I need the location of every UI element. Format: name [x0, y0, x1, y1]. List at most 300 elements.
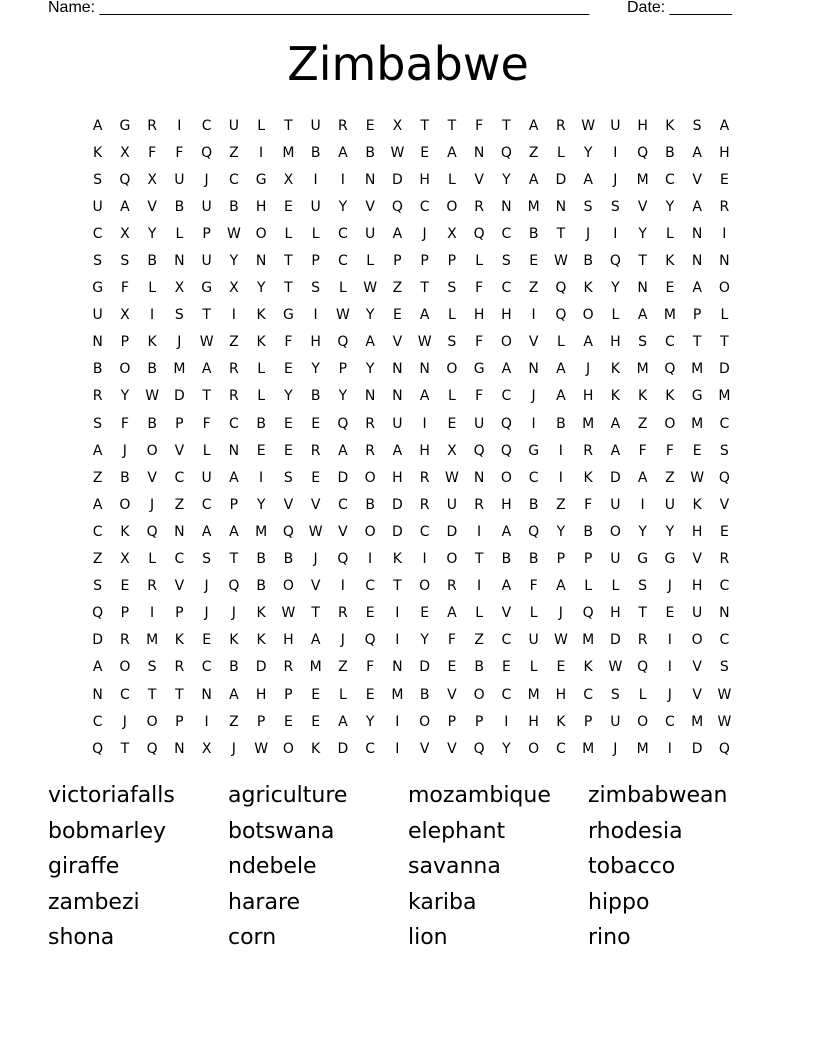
grid-letter[interactable]: U — [365, 225, 376, 242]
grid-letter[interactable]: V — [174, 578, 185, 595]
grid-letter[interactable]: R — [174, 659, 185, 676]
grid-letter[interactable]: T — [202, 388, 211, 405]
grid-letter[interactable]: C — [365, 740, 376, 757]
grid-letter[interactable]: W — [608, 659, 623, 676]
grid-letter[interactable]: N — [419, 361, 430, 378]
grid-letter[interactable]: K — [256, 632, 266, 649]
grid-letter[interactable]: R — [365, 415, 375, 432]
grid-letter[interactable]: L — [611, 307, 620, 324]
grid-letter[interactable]: N — [228, 442, 240, 459]
grid-letter[interactable]: H — [392, 469, 403, 486]
grid-letter[interactable]: F — [529, 578, 538, 595]
grid-letter[interactable]: V — [392, 334, 403, 351]
grid-letter[interactable]: I — [613, 225, 618, 242]
grid-letter[interactable]: D — [92, 632, 104, 649]
grid-letter[interactable]: K — [583, 659, 593, 676]
grid-letter[interactable]: E — [283, 198, 293, 215]
grid-letter[interactable]: J — [231, 740, 236, 757]
grid-letter[interactable]: O — [637, 713, 649, 730]
grid-letter[interactable]: B — [310, 144, 321, 161]
grid-letter[interactable]: R — [719, 551, 730, 568]
grid-letter[interactable]: E — [283, 361, 293, 378]
grid-letter[interactable]: Q — [201, 144, 213, 161]
grid-letter[interactable]: D — [609, 469, 621, 486]
grid-letter[interactable]: N — [392, 388, 403, 405]
grid-letter[interactable]: E — [392, 307, 402, 324]
grid-letter[interactable]: B — [556, 415, 566, 432]
grid-letter[interactable]: H — [691, 523, 703, 540]
grid-letter[interactable]: S — [610, 686, 620, 703]
grid-letter[interactable]: T — [175, 686, 184, 703]
grid-letter[interactable]: A — [447, 605, 457, 622]
grid-letter[interactable]: K — [638, 388, 648, 405]
grid-letter[interactable]: A — [229, 469, 239, 486]
grid-letter[interactable]: X — [447, 442, 457, 459]
grid-letter[interactable]: W — [690, 469, 705, 486]
grid-letter[interactable]: K — [229, 632, 239, 649]
grid-letter[interactable]: H — [719, 144, 730, 161]
grid-letter[interactable]: T — [692, 334, 702, 351]
grid-letter[interactable]: H — [610, 334, 621, 351]
grid-letter[interactable]: A — [556, 578, 566, 595]
grid-letter[interactable]: C — [664, 713, 675, 730]
grid-letter[interactable]: E — [719, 171, 729, 188]
grid-letter[interactable]: C — [419, 198, 430, 215]
grid-letter[interactable]: L — [447, 388, 456, 405]
grid-letter[interactable]: I — [667, 659, 672, 676]
grid-letter[interactable]: S — [120, 253, 130, 270]
grid-letter[interactable]: B — [665, 144, 675, 161]
grid-letter[interactable]: D — [173, 388, 185, 405]
grid-letter[interactable]: J — [558, 605, 563, 622]
grid-letter[interactable]: A — [556, 361, 566, 378]
grid-letter[interactable]: V — [310, 578, 321, 595]
grid-letter[interactable]: J — [613, 171, 618, 188]
grid-letter[interactable]: K — [93, 144, 103, 161]
grid-letter[interactable]: E — [365, 117, 375, 134]
grid-letter[interactable]: I — [722, 225, 727, 242]
grid-letter[interactable]: J — [340, 632, 345, 649]
grid-letter[interactable]: K — [665, 117, 675, 134]
grid-letter[interactable]: L — [475, 253, 484, 270]
grid-letter[interactable]: C — [365, 578, 376, 595]
grid-letter[interactable]: N — [637, 280, 648, 297]
grid-letter[interactable]: Z — [637, 415, 648, 432]
grid-letter[interactable]: A — [338, 442, 348, 459]
grid-letter[interactable]: S — [447, 280, 457, 297]
grid-letter[interactable]: B — [229, 198, 239, 215]
grid-letter[interactable]: S — [93, 415, 103, 432]
grid-letter[interactable]: Y — [256, 280, 266, 297]
grid-letter[interactable]: L — [338, 686, 347, 703]
grid-letter[interactable]: Q — [92, 605, 104, 622]
grid-letter[interactable]: M — [582, 740, 595, 757]
grid-letter[interactable]: Q — [718, 469, 730, 486]
grid-letter[interactable]: D — [337, 740, 349, 757]
grid-letter[interactable]: O — [119, 496, 131, 513]
grid-letter[interactable]: V — [174, 442, 185, 459]
grid-letter[interactable]: U — [446, 496, 457, 513]
grid-letter[interactable]: B — [419, 686, 430, 703]
grid-letter[interactable]: P — [447, 253, 457, 270]
grid-letter[interactable]: U — [310, 198, 321, 215]
grid-letter[interactable]: C — [228, 171, 239, 188]
grid-letter[interactable]: L — [284, 225, 293, 242]
grid-letter[interactable]: M — [309, 659, 322, 676]
grid-letter[interactable]: T — [638, 605, 647, 622]
grid-letter[interactable]: R — [447, 578, 457, 595]
grid-letter[interactable]: T — [502, 117, 511, 134]
grid-letter[interactable]: D — [391, 523, 403, 540]
grid-letter[interactable]: Q — [364, 632, 376, 649]
grid-letter[interactable]: I — [368, 551, 373, 568]
grid-letter[interactable]: Y — [665, 523, 675, 540]
grid-letter[interactable]: V — [283, 496, 294, 513]
grid-letter[interactable]: M — [691, 415, 704, 432]
grid-letter[interactable]: S — [311, 280, 321, 297]
grid-letter[interactable]: R — [147, 578, 157, 595]
grid-letter[interactable]: S — [93, 578, 103, 595]
grid-letter[interactable]: T — [393, 578, 402, 595]
grid-letter[interactable]: W — [145, 388, 160, 405]
grid-letter[interactable]: P — [175, 415, 184, 432]
grid-letter[interactable]: Y — [338, 388, 348, 405]
grid-letter[interactable]: Y — [365, 307, 375, 324]
grid-letter[interactable]: I — [395, 713, 400, 730]
grid-letter[interactable]: S — [610, 198, 620, 215]
grid-letter[interactable]: V — [528, 334, 539, 351]
grid-letter[interactable]: W — [281, 605, 296, 622]
grid-letter[interactable]: Q — [637, 144, 649, 161]
grid-letter[interactable]: C — [201, 117, 212, 134]
grid-letter[interactable]: B — [174, 198, 185, 215]
grid-letter[interactable]: V — [637, 198, 648, 215]
grid-letter[interactable]: T — [284, 253, 293, 270]
grid-letter[interactable]: V — [338, 523, 348, 540]
grid-letter[interactable]: J — [231, 605, 236, 622]
grid-letter[interactable]: O — [119, 659, 131, 676]
grid-letter[interactable]: C — [228, 415, 239, 432]
grid-letter[interactable]: I — [422, 551, 427, 568]
grid-letter[interactable]: N — [364, 171, 376, 188]
grid-letter[interactable]: T — [229, 551, 239, 568]
grid-letter[interactable]: W — [444, 469, 459, 486]
grid-letter[interactable]: B — [120, 469, 130, 486]
grid-letter[interactable]: I — [613, 144, 618, 161]
grid-letter[interactable]: S — [174, 307, 184, 324]
grid-letter[interactable]: I — [259, 144, 264, 161]
grid-letter[interactable]: C — [583, 686, 594, 703]
grid-letter[interactable]: C — [92, 523, 103, 540]
grid-letter[interactable]: V — [692, 171, 702, 188]
grid-letter[interactable]: Q — [473, 225, 485, 242]
grid-letter[interactable]: A — [692, 198, 702, 215]
grid-letter[interactable]: F — [584, 496, 593, 513]
grid-letter[interactable]: O — [446, 551, 458, 568]
grid-letter[interactable]: V — [447, 686, 457, 703]
grid-letter[interactable]: I — [477, 523, 482, 540]
grid-letter[interactable]: D — [609, 632, 621, 649]
grid-letter[interactable]: J — [313, 551, 318, 568]
grid-letter[interactable]: Y — [365, 713, 375, 730]
grid-letter[interactable]: M — [636, 361, 649, 378]
grid-letter[interactable]: B — [501, 551, 512, 568]
grid-letter[interactable]: J — [150, 496, 155, 513]
grid-letter[interactable]: X — [120, 144, 130, 161]
grid-letter[interactable]: Y — [256, 496, 266, 513]
grid-letter[interactable]: F — [175, 144, 184, 161]
grid-letter[interactable]: C — [555, 740, 566, 757]
grid-letter[interactable]: X — [392, 117, 403, 134]
grid-letter[interactable]: R — [229, 361, 239, 378]
grid-letter[interactable]: I — [558, 469, 563, 486]
grid-letter[interactable]: I — [504, 713, 509, 730]
grid-letter[interactable]: O — [473, 686, 485, 703]
grid-letter[interactable]: L — [338, 280, 347, 297]
grid-letter[interactable]: S — [638, 578, 648, 595]
grid-letter[interactable]: G — [528, 442, 540, 459]
grid-letter[interactable]: Q — [500, 442, 512, 459]
grid-letter[interactable]: M — [636, 171, 649, 188]
grid-letter[interactable]: O — [446, 198, 458, 215]
grid-letter[interactable]: T — [447, 117, 457, 134]
grid-letter[interactable]: K — [392, 551, 402, 568]
grid-letter[interactable]: P — [420, 253, 429, 270]
grid-letter[interactable]: A — [92, 659, 103, 676]
grid-letter[interactable]: G — [473, 361, 485, 378]
grid-letter[interactable]: J — [204, 578, 209, 595]
grid-letter[interactable]: O — [255, 225, 267, 242]
grid-letter[interactable]: A — [120, 198, 130, 215]
grid-letter[interactable]: A — [556, 388, 566, 405]
grid-letter[interactable]: C — [337, 253, 348, 270]
grid-letter[interactable]: F — [475, 280, 484, 297]
grid-letter[interactable]: W — [717, 713, 732, 730]
grid-letter[interactable]: E — [256, 442, 266, 459]
grid-letter[interactable]: L — [257, 388, 266, 405]
grid-letter[interactable]: Y — [556, 523, 566, 540]
grid-letter[interactable]: Z — [474, 632, 484, 649]
grid-letter[interactable]: K — [556, 713, 566, 730]
grid-letter[interactable]: Q — [664, 361, 676, 378]
grid-letter[interactable]: Y — [229, 253, 239, 270]
grid-letter[interactable]: U — [92, 307, 103, 324]
grid-letter[interactable]: U — [201, 253, 212, 270]
grid-letter[interactable]: Y — [583, 144, 593, 161]
grid-letter[interactable]: F — [120, 280, 129, 297]
grid-letter[interactable]: K — [311, 740, 321, 757]
grid-letter[interactable]: C — [419, 523, 430, 540]
grid-letter[interactable]: F — [148, 144, 157, 161]
grid-letter[interactable]: O — [419, 578, 431, 595]
grid-letter[interactable]: A — [419, 307, 430, 324]
grid-letter[interactable]: C — [664, 171, 675, 188]
grid-letter[interactable]: U — [201, 198, 212, 215]
grid-letter[interactable]: B — [365, 144, 375, 161]
grid-letter[interactable]: Y — [638, 523, 647, 540]
grid-letter[interactable]: L — [366, 253, 375, 270]
grid-letter[interactable]: I — [313, 171, 318, 188]
grid-letter[interactable]: X — [147, 171, 157, 188]
grid-letter[interactable]: B — [283, 551, 294, 568]
grid-letter[interactable]: L — [556, 144, 565, 161]
grid-letter[interactable]: I — [313, 307, 318, 324]
grid-letter[interactable]: E — [556, 659, 566, 676]
grid-letter[interactable]: D — [391, 171, 403, 188]
grid-letter[interactable]: J — [122, 713, 127, 730]
grid-letter[interactable]: R — [147, 117, 157, 134]
grid-letter[interactable]: Z — [92, 551, 103, 568]
grid-letter[interactable]: K — [665, 388, 675, 405]
grid-letter[interactable]: B — [528, 551, 539, 568]
grid-letter[interactable]: X — [120, 551, 130, 568]
grid-letter[interactable]: N — [392, 659, 403, 676]
grid-letter[interactable]: K — [174, 632, 184, 649]
grid-letter[interactable]: C — [337, 496, 348, 513]
grid-letter[interactable]: O — [419, 713, 431, 730]
grid-letter[interactable]: P — [175, 605, 184, 622]
grid-letter[interactable]: A — [92, 496, 103, 513]
grid-letter[interactable]: Z — [229, 334, 239, 351]
grid-letter[interactable]: B — [583, 523, 593, 540]
grid-letter[interactable]: E — [447, 415, 457, 432]
grid-letter[interactable]: A — [528, 117, 539, 134]
grid-letter[interactable]: S — [447, 334, 457, 351]
grid-letter[interactable]: W — [226, 225, 241, 242]
grid-letter[interactable]: V — [692, 686, 702, 703]
grid-letter[interactable]: P — [393, 253, 402, 270]
grid-letter[interactable]: L — [311, 225, 320, 242]
grid-letter[interactable]: R — [719, 198, 730, 215]
grid-letter[interactable]: Q — [146, 523, 158, 540]
grid-letter[interactable]: J — [177, 334, 182, 351]
grid-letter[interactable]: O — [282, 740, 294, 757]
grid-letter[interactable]: Z — [665, 469, 675, 486]
grid-letter[interactable]: F — [447, 632, 456, 649]
grid-letter[interactable]: U — [310, 117, 321, 134]
grid-letter[interactable]: A — [338, 144, 348, 161]
grid-letter[interactable]: E — [665, 280, 675, 297]
grid-letter[interactable]: Q — [228, 578, 240, 595]
grid-letter[interactable]: V — [310, 496, 321, 513]
grid-letter[interactable]: M — [146, 632, 159, 649]
grid-letter[interactable]: Q — [528, 523, 540, 540]
grid-letter[interactable]: R — [556, 117, 566, 134]
grid-letter[interactable]: A — [501, 361, 512, 378]
grid-letter[interactable]: G — [92, 280, 104, 297]
grid-letter[interactable]: G — [201, 280, 213, 297]
grid-letter[interactable]: A — [528, 171, 539, 188]
grid-letter[interactable]: K — [692, 496, 702, 513]
grid-letter[interactable]: Q — [500, 144, 512, 161]
grid-letter[interactable]: K — [120, 523, 130, 540]
grid-letter[interactable]: P — [692, 307, 702, 324]
grid-letter[interactable]: A — [637, 469, 648, 486]
grid-letter[interactable]: H — [501, 307, 512, 324]
grid-letter[interactable]: S — [93, 253, 103, 270]
grid-letter[interactable]: G — [282, 307, 294, 324]
grid-letter[interactable]: I — [340, 578, 345, 595]
grid-letter[interactable]: P — [202, 225, 211, 242]
grid-letter[interactable]: Q — [146, 740, 158, 757]
grid-letter[interactable]: I — [395, 605, 400, 622]
grid-letter[interactable]: P — [583, 551, 593, 568]
grid-letter[interactable]: A — [610, 415, 621, 432]
grid-letter[interactable]: Q — [391, 198, 403, 215]
grid-letter[interactable]: J — [422, 225, 427, 242]
grid-letter[interactable]: Y — [338, 198, 348, 215]
grid-letter[interactable]: L — [475, 605, 484, 622]
grid-letter[interactable]: N — [719, 253, 730, 270]
grid-letter[interactable]: U — [664, 496, 675, 513]
grid-letter[interactable]: I — [558, 442, 563, 459]
grid-letter[interactable]: H — [637, 117, 648, 134]
grid-letter[interactable]: Q — [337, 415, 349, 432]
grid-letter[interactable]: D — [555, 171, 567, 188]
grid-letter[interactable]: M — [691, 361, 704, 378]
grid-letter[interactable]: A — [201, 523, 212, 540]
grid-letter[interactable]: I — [640, 496, 645, 513]
grid-letter[interactable]: T — [147, 686, 157, 703]
grid-letter[interactable]: V — [474, 171, 484, 188]
grid-letter[interactable]: W — [417, 334, 432, 351]
grid-letter[interactable]: T — [720, 334, 729, 351]
grid-letter[interactable]: E — [311, 713, 321, 730]
grid-letter[interactable]: U — [528, 632, 539, 649]
grid-letter[interactable]: S — [93, 171, 103, 188]
grid-letter[interactable]: L — [638, 686, 647, 703]
grid-letter[interactable]: H — [528, 713, 539, 730]
grid-letter[interactable]: U — [201, 469, 212, 486]
grid-letter[interactable]: A — [501, 523, 512, 540]
grid-letter[interactable]: J — [667, 578, 672, 595]
grid-letter[interactable]: A — [419, 388, 430, 405]
grid-letter[interactable]: R — [120, 632, 130, 649]
grid-letter[interactable]: Y — [638, 225, 647, 242]
grid-letter[interactable]: X — [174, 280, 185, 297]
grid-letter[interactable]: T — [638, 253, 647, 270]
grid-letter[interactable]: F — [665, 442, 674, 459]
grid-letter[interactable]: X — [201, 740, 212, 757]
grid-letter[interactable]: B — [310, 388, 321, 405]
grid-letter[interactable]: O — [146, 442, 158, 459]
grid-letter[interactable]: J — [586, 361, 591, 378]
grid-letter[interactable]: H — [691, 578, 703, 595]
grid-letter[interactable]: V — [419, 740, 430, 757]
grid-letter[interactable]: D — [718, 361, 730, 378]
grid-letter[interactable]: K — [256, 605, 266, 622]
grid-letter[interactable]: I — [259, 469, 264, 486]
grid-letter[interactable]: C — [119, 686, 130, 703]
grid-letter[interactable]: Q — [473, 740, 485, 757]
grid-letter[interactable]: J — [204, 171, 209, 188]
grid-letter[interactable]: C — [501, 388, 512, 405]
grid-letter[interactable]: J — [531, 388, 536, 405]
grid-letter[interactable]: V — [501, 605, 512, 622]
grid-letter[interactable]: Z — [229, 713, 239, 730]
grid-letter[interactable]: C — [201, 496, 212, 513]
grid-letter[interactable]: E — [420, 605, 430, 622]
grid-letter[interactable]: W — [254, 740, 269, 757]
grid-letter[interactable]: C — [174, 469, 185, 486]
grid-letter[interactable]: C — [501, 280, 512, 297]
grid-letter[interactable]: A — [583, 171, 593, 188]
grid-letter[interactable]: C — [719, 632, 730, 649]
grid-letter[interactable]: P — [556, 551, 566, 568]
grid-letter[interactable]: D — [446, 523, 458, 540]
grid-letter[interactable]: C — [664, 334, 675, 351]
grid-letter[interactable]: D — [419, 659, 431, 676]
